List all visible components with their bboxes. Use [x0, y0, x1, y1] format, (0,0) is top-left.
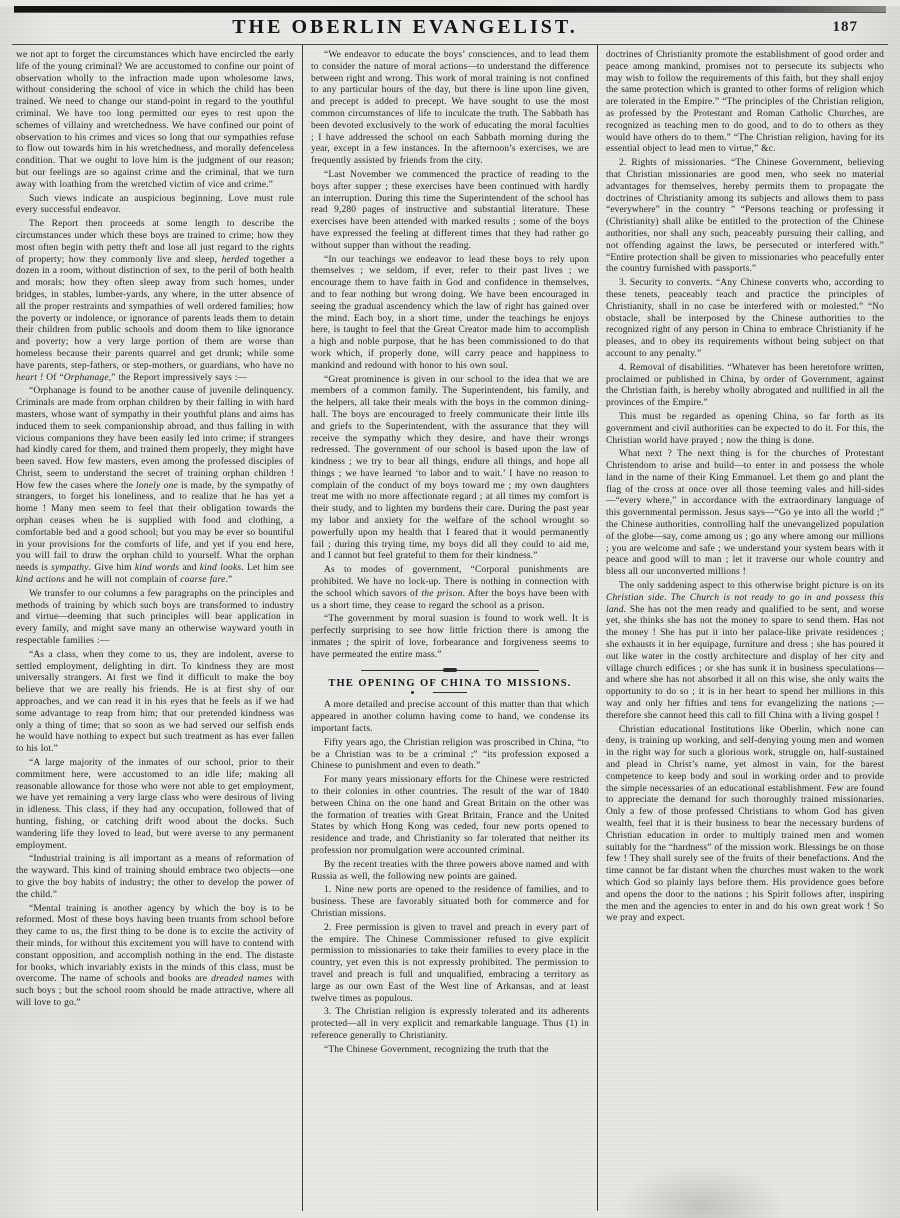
column-layout	[8, 45, 892, 1211]
paragraph: “As a class, when they come to us, they are indolent, averse to settled employment, delighting in dirt. To kindness they are most universally strangers. At first we find it difficult to make the boy believe that we are really his friends. He is at first shy of our approaches, and we can read it in his eyes that he feels as if we had some advantage to reap from him; that our pretended kindness was only a thing of time; that so soon as we had served our selfish ends he would have nothing to expect but such treatment as has ever fallen to his lot.”	[16, 649, 294, 755]
paragraph: The Report then proceeds at some length to describe the circumstances under which these boys are trained to crime; how they most often begin with petty theft and lose all just regard to the rights of property; how they commonly live and sleep, herded together a dozen in a room, without distinction of sex, to the peril of both health and morals; how they often sleep away from such homes, under bridges, in stables, lumber-yards, any where, in the utter absence of all the proper restraints and sympathies of well ordered families; how the poverty or indolence, or ignorance of parents leads them to detain their children from public schools and doom them to like ignorance and poverty; how a very large portion of them are worse than homeless because their parents quarrel and get drunk; while some have parents, step-fathers, or step-mothers, or guardians, who have no heart ! Of “Orphanage,” the Report impressively says :—	[16, 219, 295, 383]
paragraph: We transfer to our columns a few paragraphs on the principles and methods of training by which such boys are transformed to industry and virtue—deeming that such principles will bear application in every family, and might save many an otherwise wayward youth in respectable families :—	[16, 588, 294, 647]
paragraph: 2. Free permission is given to travel and preach in every part of the empire. The Chinese Commissioner refused to give explicit permission to missionaries to take their families to every place in the country, yet even this is not expressly prohibited. The permission to travel and preach is full and unqualified, embracing a territory as large as our own East of the West line of Arkansas, and at least twelve times as populous.	[311, 922, 589, 1004]
paragraph: doctrines of Christianity promote the establishment of good order and peace among mankind, promises not to persecute its subjects who may wish to follow the requirements of this faith, but they shall enjoy the same protection which is granted to other forms of religion which are tolerated in the Empire.” “The principles of the Christian religion, as professed by the Protestant and Roman Catholic Churches, are recognized as teaching men to do good, and to do to others as they would have others do to them.” “The Christian religion, having for its essential object to lead men to virtue,” &c.	[606, 50, 884, 155]
paragraph: What next ? The next thing is for the churches of Protestant Christendom to arise and build—to enter in and possess the whole land in the name of their King Emmanuel. Let them go and plant the flag of the cross at once over all those teeming vales and hill-sides—“every where,” in accordance with the extraordinary language of this governmental permisson. Jesus says—“Go ye into all the world ;” the Chinese authorities, controlling half the unevangelized population of the globe—say, come among us ; go any where among our millions ; you are welcome and safe ; we understand your system bears with it peace and good will to man ; let it traverse our whole country and bless all our unconverted millions !	[606, 449, 884, 578]
article-heading: THE OPENING OF CHINA TO MISSIONS.	[328, 677, 572, 689]
paragraph: “Industrial training is all important as a means of reformation of the wayward. This kind of training should embrace two objects—one to give the boy habits of industry; the other to develop the power of the child.”	[16, 854, 294, 900]
paragraph: “Mental training is another agency by which the boy is to be reformed. Most of these boys having been truants from school before they came to us, the first thing to be done is to excite the activity of their minds, for without this excitement you will have to contend with constant opposition, and accomplish nothing in the end. The distaste for books, which invariably exists in the minds of this class, must be overcome. The name of schools and books are dreaded names with such boys ; but the school room should be made attractive, where all will love to go.”	[16, 903, 294, 1008]
paragraph: As to modes of government, “Corporal punishments are prohibited. We have no lock-up. There is nothing in connection with the school which savors of the prison. After the boys have been with us a short time, they cease to regard the school as a prison.	[311, 565, 590, 611]
paragraph: Such views indicate an auspicious beginning. Love must rule every successful endeavor.	[16, 193, 294, 216]
paragraph: Fifty years ago, the Christian religion was proscribed in China, “to be a Christian was to be a criminal ;” “its profession exposed a Chinese to punishment and even to death.”	[311, 737, 589, 772]
paragraph: By the recent treaties with the three powers above named and with Russia as well, the following new points are gained.	[311, 859, 589, 882]
paragraph: “The government by moral suasion is found to work well. It is perfectly surprising to see how little friction there is among the inmates ; the spirit of love, forbearance and forgiveness seems to have permeated the entire mass.”	[311, 614, 589, 660]
paragraph: “Last November we commenced the practice of reading to the boys after supper ; these exercises have been continued with hardly an interruption. During this time the Superintendent of the school has read 9,280 pages of instructive and substantial literature. These exercises have been attended with marked results ; some of the boys have expressed the feeling at different times that they had rather go without supper than without the reading.	[311, 169, 589, 251]
paragraph: Christian educational Institutions like Oberlin, which none can deny, is training up working, and self-denying young men and women in the right way for such a glorious work, struggle on, half-sustained and plead in Christ’s name, yet almost in vain, for the barest competence to keep body and soul in working order and to provide the simple necessaries of an educational establishment. Few are found to appreciate the demand for such thoroughly trained missionaries. Only a few of those professed Christians to whom God has given wealth, feel that it is their business to bear the necessary burdens of Christian education in order to multiply trained men and women suitably for the “hardness” of the mission work. Blessings be on those few ! They shall surely see of the fruits of their benefactions. And the time cannot be far distant when the churches must waken to the work which God so plainly lays before them. His providence goes before and opens the door to the nations ; his Spirit follows after, inspiring the men and the agencies to enter in and do his own great work ! So we pray and expect.	[606, 724, 884, 924]
masthead-top-rule	[14, 6, 886, 13]
paragraph: For many years missionary efforts for the Chinese were restricted to their colonies in other countries. The result of the war of 1840 between China on the one hand and Great Britain on the other was the formation of treaties with Great Britain, France and the United States by which Hong Kong was ceded, four new ports opened to residence and trade, and Christianity so far tolerated that neither its profession nor promulgation were accounted criminal.	[311, 775, 589, 856]
column-2	[302, 45, 597, 1211]
paragraph: 1. Nine new ports are opened to the residence of families, and to business. These are favorably situated both for commerce and for Christian missions.	[311, 885, 589, 919]
paragraph: 3. Security to converts. “Any Chinese converts who, according to these tenets, peaceably teach and practice the principles of Christianity, shall in no case be interfered with or molested.” “No obstacle, shall be interposed by the Chinese authorities to the recognized right of any person in China to embrace Christianity if he pleases, and to obey its requirements without being subject on that account to any penalty.”	[606, 278, 884, 359]
column-1	[8, 45, 302, 1211]
paragraph: “Great prominence is given in our school to the idea that we are members of a common family. The Superintendent, his family, and the helpers, all take their meals with the boys in the common dining-hall. The boys are encouraged to freely communicate their little ills and griefs to the Superintendent, with the assurance that they will receive the sympathy which they desire, and have their wrongs redressed. The government of our school is based upon the law of kindness ; we try to bear all things, endure all things, and hope all things ; we have learned ‘to labor and to wait.’ I have no reason to complain of the conduct of my boys toward me ; my own daughters treat me with no more affectionate regard ; at all times my comfort is their study, and to lighten my burdens their care. During the past year my labor and anxiety for the welfare of the school wrought so powerfully upon my health that I feared that it would permanently fail ; during this trying time, my boys did all they could to aid me, and I cannot but feel grateful to them for their kindness.”	[311, 374, 589, 562]
paragraph: we not apt to forget the circumstances which have encircled the early life of the young criminal? We are accustomed to confine our point of observation wholly to the infraction made upon wholesome laws, without considering the school of vice in which the child has been trained. We need to change our stand-point in regard to the youthful criminal. We have too long permitted our eyes to rest upon the schemes of villainy and wretchedness. We have confined our point of observation to his crimes and vices so long that our sympathies refuse to flow out towards him in his wretchedness, and morally defenceless condition. That we ought to love him is the judgment of our reason; but our feelings are so against crime and the criminal, that we turn away with loathing from the wretched victim of vice and crime.”	[16, 50, 294, 190]
paragraph: “A large majority of the inmates of our school, prior to their commitment here, were accustomed to an idle life; making all reasonable allowance for those who were not able to get employment, we have yet remaining a very large class who were desirous of living in idleness. This class, if they had any occupation, followed that of hunting, fishing, or catching drift wood about the docks. Such wandering life they loved to lead, but were averse to any permanent employment.	[16, 758, 294, 851]
paper-title: THE OBERLIN EVANGELIST.	[232, 16, 578, 38]
paragraph: “Orphanage is found to be another cause of juvenile delinquency. Criminals are made from orphan children by their falling in with hard masters, whose want of sympathy in their youthful plans and aims has induced them to seek companionship abroad, and thus falling in with vicious companions they have been easily led into crime; if strangers had kindly cared for them, and trained them properly, they might have been saved. How few masters, even among the professed disciples of Christ, seem to understand the secret of training orphan children ! How few the cases where the lonely one is made, by the sympathy of strangers, to forget his loneliness, and to realize that he has yet a home ! Many men seem to feel that their obligation towards the orphan ceases when he is supplied with food and clothing, a comfortable bed and a good school; but you may be ever so bountiful in your provisions for the comforts of life, and yet if you end here, you will fail to draw the orphan child to yourself. What the orphan needs is sympathy. Give him kind words and kind looks. Let him see kind actions and he will not complain of coarse fare.”	[16, 386, 294, 586]
masthead	[12, 13, 888, 45]
newspaper-page	[0, 6, 900, 1218]
paragraph: A more detailed and precise account of this matter than that which appeared in another column having come to hand, we condense its important facts.	[311, 700, 589, 735]
page-number: 187	[832, 19, 858, 35]
paragraph: The only saddening aspect to this otherwise bright picture is on its Christian side. The Church is not ready to go in and possess this land. She has not the men ready and qualified to be sent, and worse yet, she thinks she has not the money to spare to send them. Has not the money ! She has put it into her palace-like private residences ; she exhausts it in her equipage, furniture and dress ; she has poured it out like water in the costly architecture and display of her city and village church edifices ; or she has sunk it in business speculations—and where she has not absorbed it all on this wise, she only waits the opportunity to do so ; it is in her heart to spend her millions in this way and only her fifties and tens for evangelizing the nations ;—therefore she cannot heed this call to fill China with a living gospel !	[606, 581, 884, 721]
paragraph: “The Chinese Government, recognizing the truth that the	[324, 1044, 549, 1055]
paragraph: “In our teachings we endeavor to lead these boys to rely upon themselves ; we seldom, if ever, refer to their past lives ; we encourage them to have faith in God and confidence in themselves, and to fear nothing but wrong doing. We have been encouraged in seeing the gradual ascendency which the law of right has gained over the mind. Each boy, in a short time, under the teachings he enjoys here, is taught to feel that the Great Creator made him to accomplish a high and noble purpose, that he has been commissioned to do that work which, if properly done, will carry peace and happiness to mankind and redound with honor to his own soul.	[311, 254, 589, 371]
heading-rule	[433, 692, 467, 693]
paragraph: This must be regarded as opening China, so far forth as its government and civil authorities can be expected to do it. For this, the Christian world have prayed ; now the thing is done.	[606, 411, 884, 446]
column-3	[597, 45, 892, 1211]
article-divider	[361, 670, 539, 671]
paragraph: 2. Rights of missionaries. “The Chinese Government, believing that Christian missionaries are good men, who seek no material advantages for themselves, hereby permits them to propagate the doctrines of Christianity among its subjects and allows them to pass “everywhere” in the country ” “Persons teaching or professing it (Christianity) shall alike be entitled to the protection of the Chinese authorities, nor shall any such, peaceably pursuing their calling, and not offending against the laws, be persecuted or interfered with.” “Entire protection shall be given to missionaries who peacefully enter the country furnished with passports.”	[606, 158, 884, 275]
paragraph: “We endeavor to educate the boys’ consciences, and to lead them to consider the nature of moral actions—to understand the difference between right and wrong. This work of moral training is not confined to any particular hours of the day, but there is line upon line given, and precept is added to precept. We have sought to use the most common circumstances of life to inculcate the truth. The Sabbath has been devoted exclusively to the work of educating the moral faculties ; I have addressed the school on each Sabbath morning during the year, except in a few instances. In the afternoon’s exercises, we are frequently assisted by friends from the city.	[311, 50, 589, 167]
paragraph: 4. Removal of disabilities. “Whatever has been heretofore written, proclaimed or published in China, by order of Government, against the Christian faith, is hereby wholly abrogated and nullified in all the provinces of the Empire.”	[606, 362, 884, 409]
paragraph: 3. The Christian religion is expressly tolerated and its adherents protected—all in very explicit and remarkable language. Thus (1) in reference generally to Christianity.	[311, 1007, 589, 1041]
